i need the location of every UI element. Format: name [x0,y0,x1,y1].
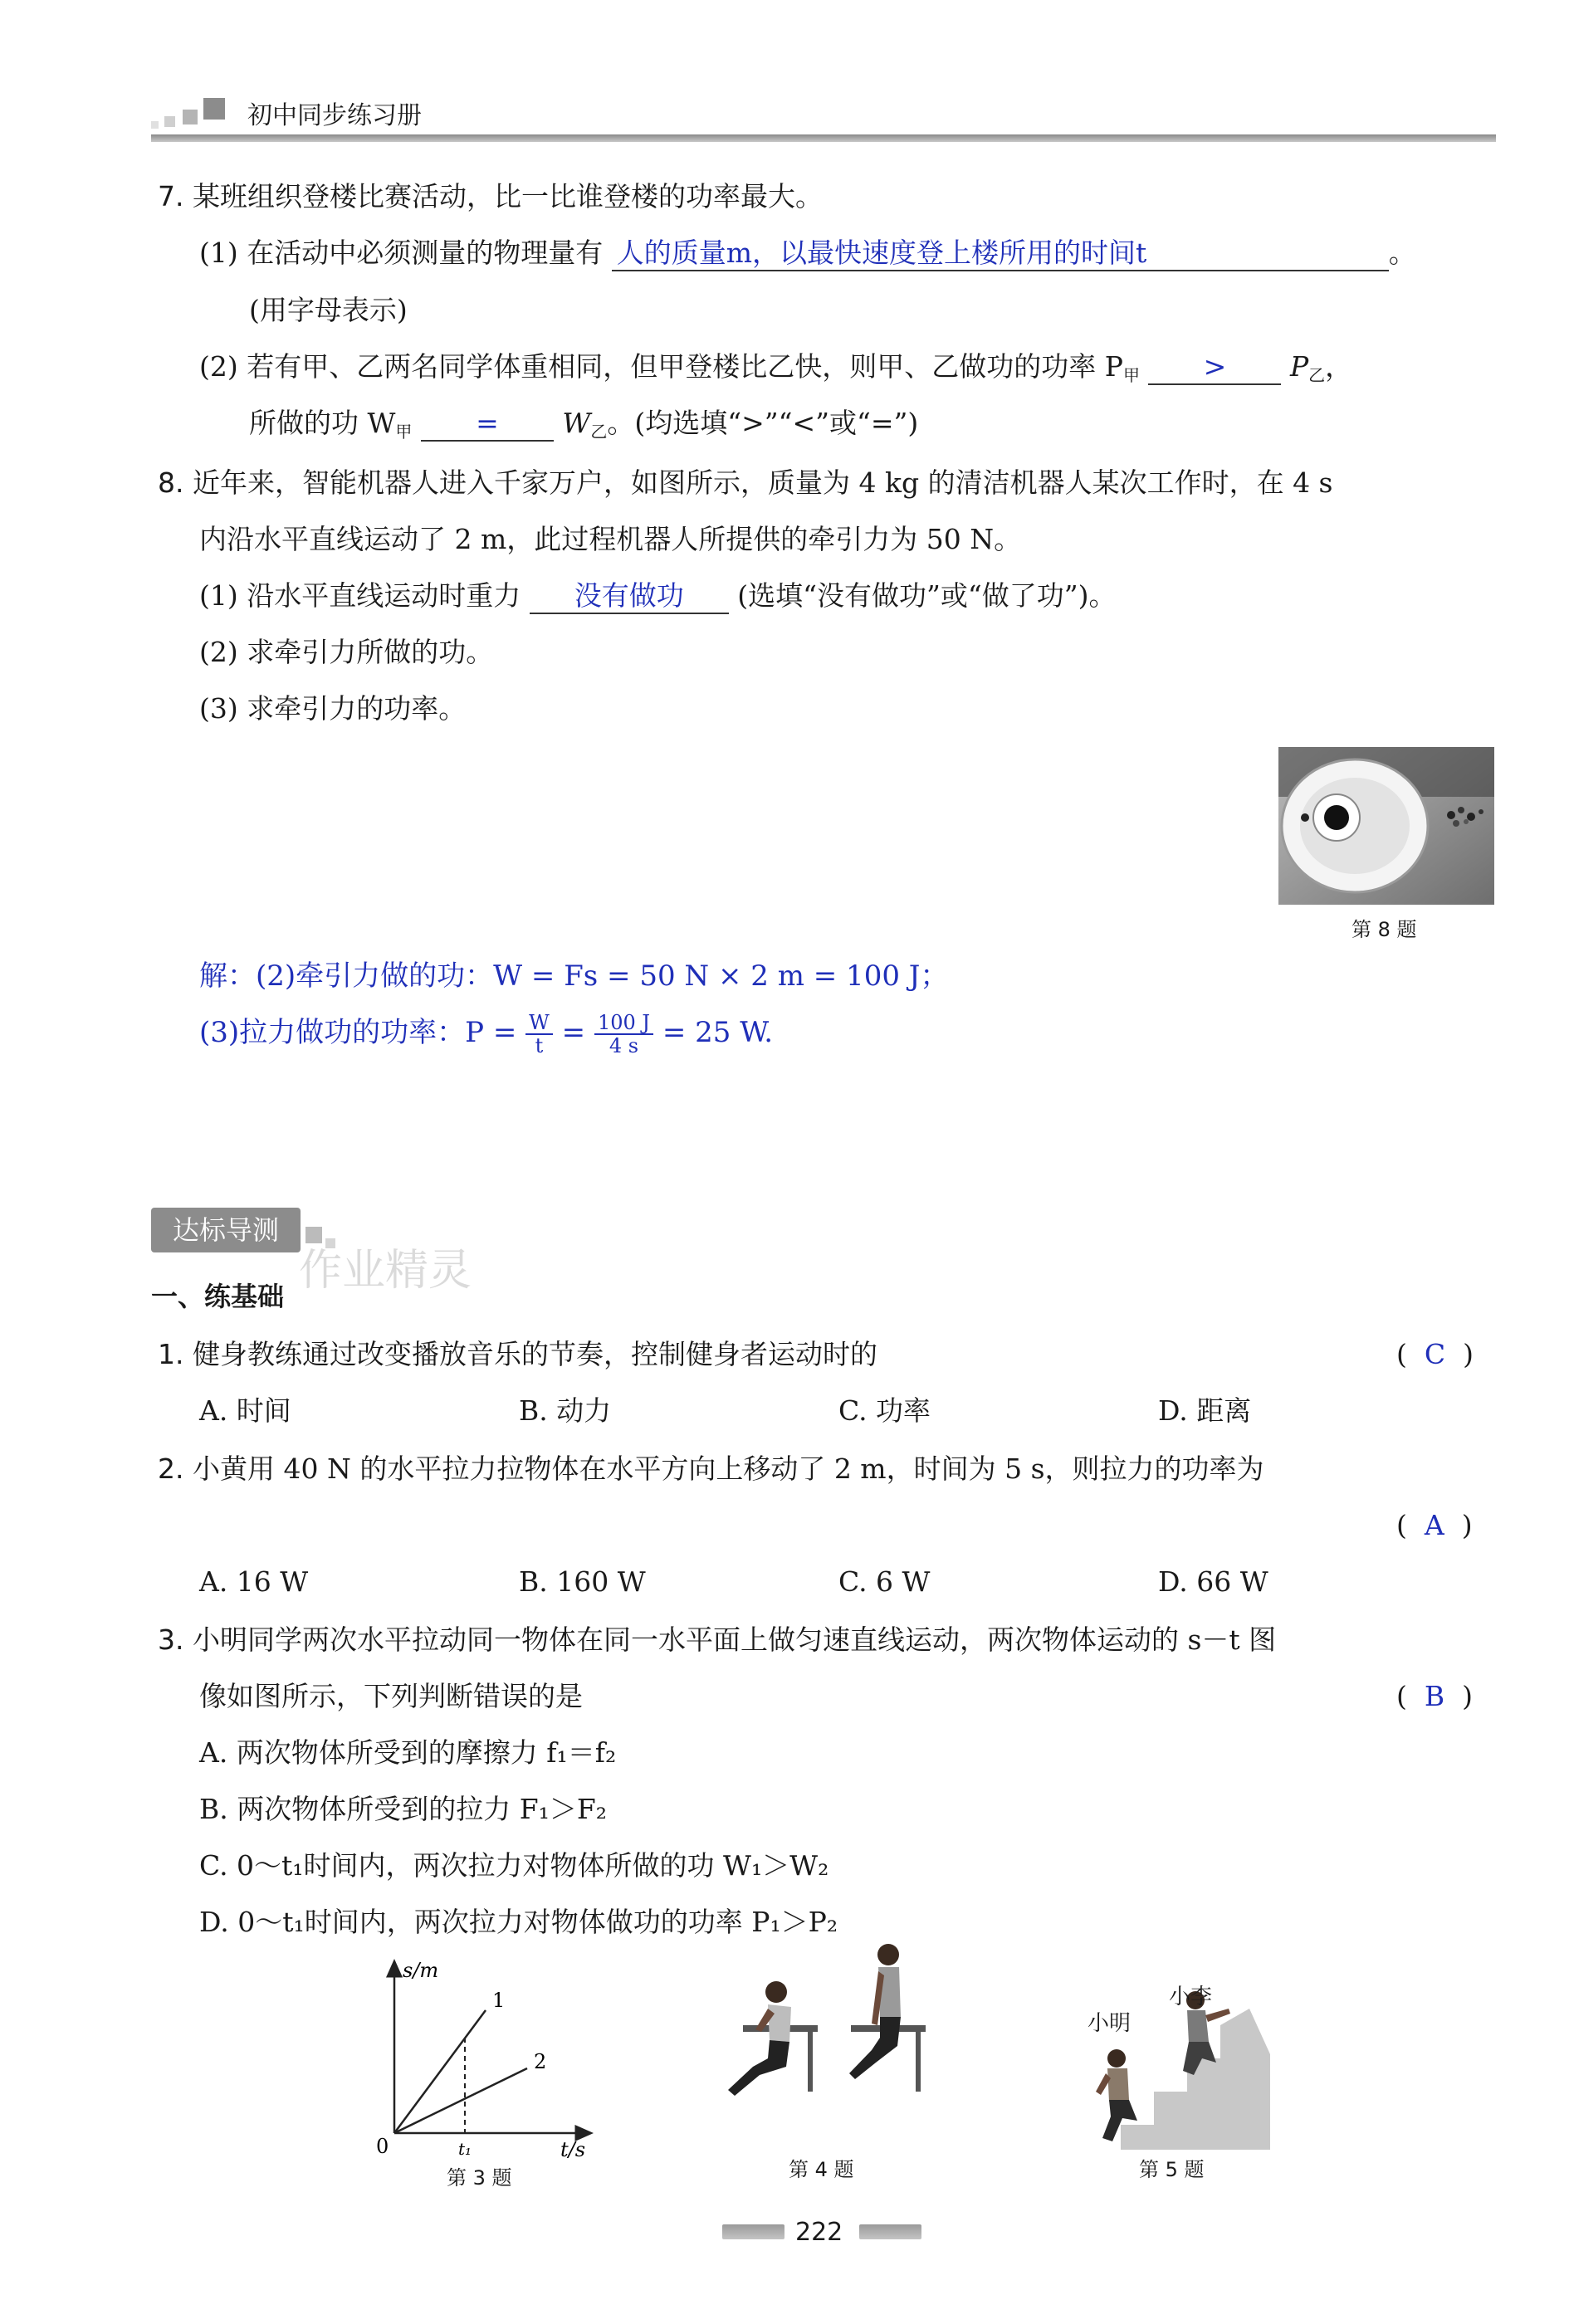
mc3-option-d: D. 0～t₁时间内，两次拉力对物体做功的功率 P₁＞P₂ [199,1906,838,1938]
q8-solution-line-2: (3)拉力做功的功率：P = $\frac{W}{t}$ = $\frac{100 J}{4 s}$ = 25 W. [199,1011,774,1057]
section-badge: 达标导测 [151,1208,301,1252]
q8-part1: (1) 沿水平直线运动时重力 没有做功 (选填“没有做功”或“做了功”)。 [199,578,1116,614]
q7-answer-3: = [421,407,554,442]
mc1-stem: 1. 健身教练通过改变播放音乐的节奏，控制健身者运动时的 [158,1338,877,1370]
page-number: 222 [795,2218,843,2247]
mc3-option-b: B. 两次物体所受到的拉力 F₁＞F₂ [199,1793,607,1825]
q7-answer-1: 人的质量m，以最快速度登上楼所用的时间t [612,237,1389,271]
watermark: 作业精灵 [299,1246,472,1296]
q7-part1: (1) 在活动中必须测量的物理量有 人的质量m，以最快速度登上楼所用的时间t 。 [199,235,1416,271]
graph-line-1-label: 1 [492,1989,506,2012]
q8-part3: (3) 求牵引力的功率。 [199,692,467,725]
q7-stem: 7. 某班组织登楼比赛活动，比一比谁登楼的功率最大。 [158,180,823,212]
graph-line-2 [394,2068,527,2133]
figure-8-caption: 第 8 题 [1351,918,1417,941]
graph-origin: 0 [376,2135,389,2158]
q7-part1-note: (用字母表示) [249,294,408,326]
mc1-option-b: B. 动力 [519,1394,612,1427]
mc1-option-a: A. 时间 [199,1394,291,1427]
figure-5-label-xiaoming: 小明 [1088,2011,1132,2036]
mc2-stem: 2. 小黄用 40 N 的水平拉力拉物体在水平方向上移动了 2 m，时间为 5 s，则拉力的功率为 [158,1452,1264,1485]
mc1-option-d: D. 距离 [1158,1394,1252,1427]
mc3-option-c: C. 0～t₁时间内，两次拉力对物体所做的功 W₁＞W₂ [199,1849,829,1882]
graph-y-label: s/m [403,1959,439,1982]
header-rule [151,134,1496,142]
q7-part2: (2) 若有甲、乙两名同学体重相同，但甲登楼比乙快，则甲、乙做功的功率 $P_甲 > P_乙$， [199,350,1353,385]
mc3-stem-2: 像如图所示，下列判断错误的是 [199,1680,583,1712]
figure-3-caption: 第 3 题 [447,2166,512,2190]
q8-answer-1: 没有做功 [530,579,729,614]
graph-x-label: t/s [560,2138,586,2158]
figure-4-illustration [710,1934,942,2141]
mc2-answer: ( A ) [1396,1509,1473,1541]
section-subtitle: 一、练基础 [151,1281,285,1312]
footer-bar-left [722,2224,784,2239]
graph-line-1 [394,2010,486,2133]
header-title: 初中同步练习册 [247,101,422,130]
mc1-answer: ( C ) [1396,1338,1474,1370]
q8-solution-line-1: 解：(2)牵引力做的功：W = Fs = 50 N × 2 m = 100 J； [199,959,949,993]
figure-3-graph [369,1959,602,2158]
figure-4-caption: 第 4 题 [789,2158,854,2181]
mc3-stem-1: 3. 小明同学两次水平拉动同一物体在同一水平面上做匀速直线运动，两次物体运动的 s－t 图 [158,1623,1277,1656]
mc2-option-a: A. 16 W [199,1565,309,1598]
mc3-answer: ( B ) [1396,1680,1473,1712]
q8-part2: (2) 求牵引力所做的功。 [199,636,494,668]
figure-5-caption: 第 5 题 [1139,2158,1205,2181]
footer-bar-right [859,2224,921,2239]
figure-5-label-xiaoli: 小李 [1169,1985,1213,2009]
mc2-option-b: B. 160 W [519,1565,646,1598]
header-decoration [125,98,224,131]
graph-line-2-label: 2 [534,2050,547,2073]
mc1-option-c: C. 功率 [838,1394,931,1427]
graph-t1-label: t₁ [458,2139,472,2158]
q7-part2-b: 所做的功 $W_甲 = W_乙$。(均选填“>”“<”或“=”) [249,407,919,442]
q8-stem-1: 8. 近年来，智能机器人进入千家万户，如图所示，质量为 4 kg 的清洁机器人某次工作时，在 4 s [158,466,1333,499]
q8-stem-2: 内沿水平直线运动了 2 m，此过程机器人所提供的牵引力为 50 N。 [199,523,1022,555]
mc3-option-a: A. 两次物体所受到的摩擦力 f₁＝f₂ [199,1736,617,1769]
mc2-option-d: D. 66 W [1158,1565,1268,1598]
q7-answer-2: > [1148,350,1281,385]
mc2-option-c: C. 6 W [838,1565,931,1598]
robot-photo [1278,747,1494,905]
